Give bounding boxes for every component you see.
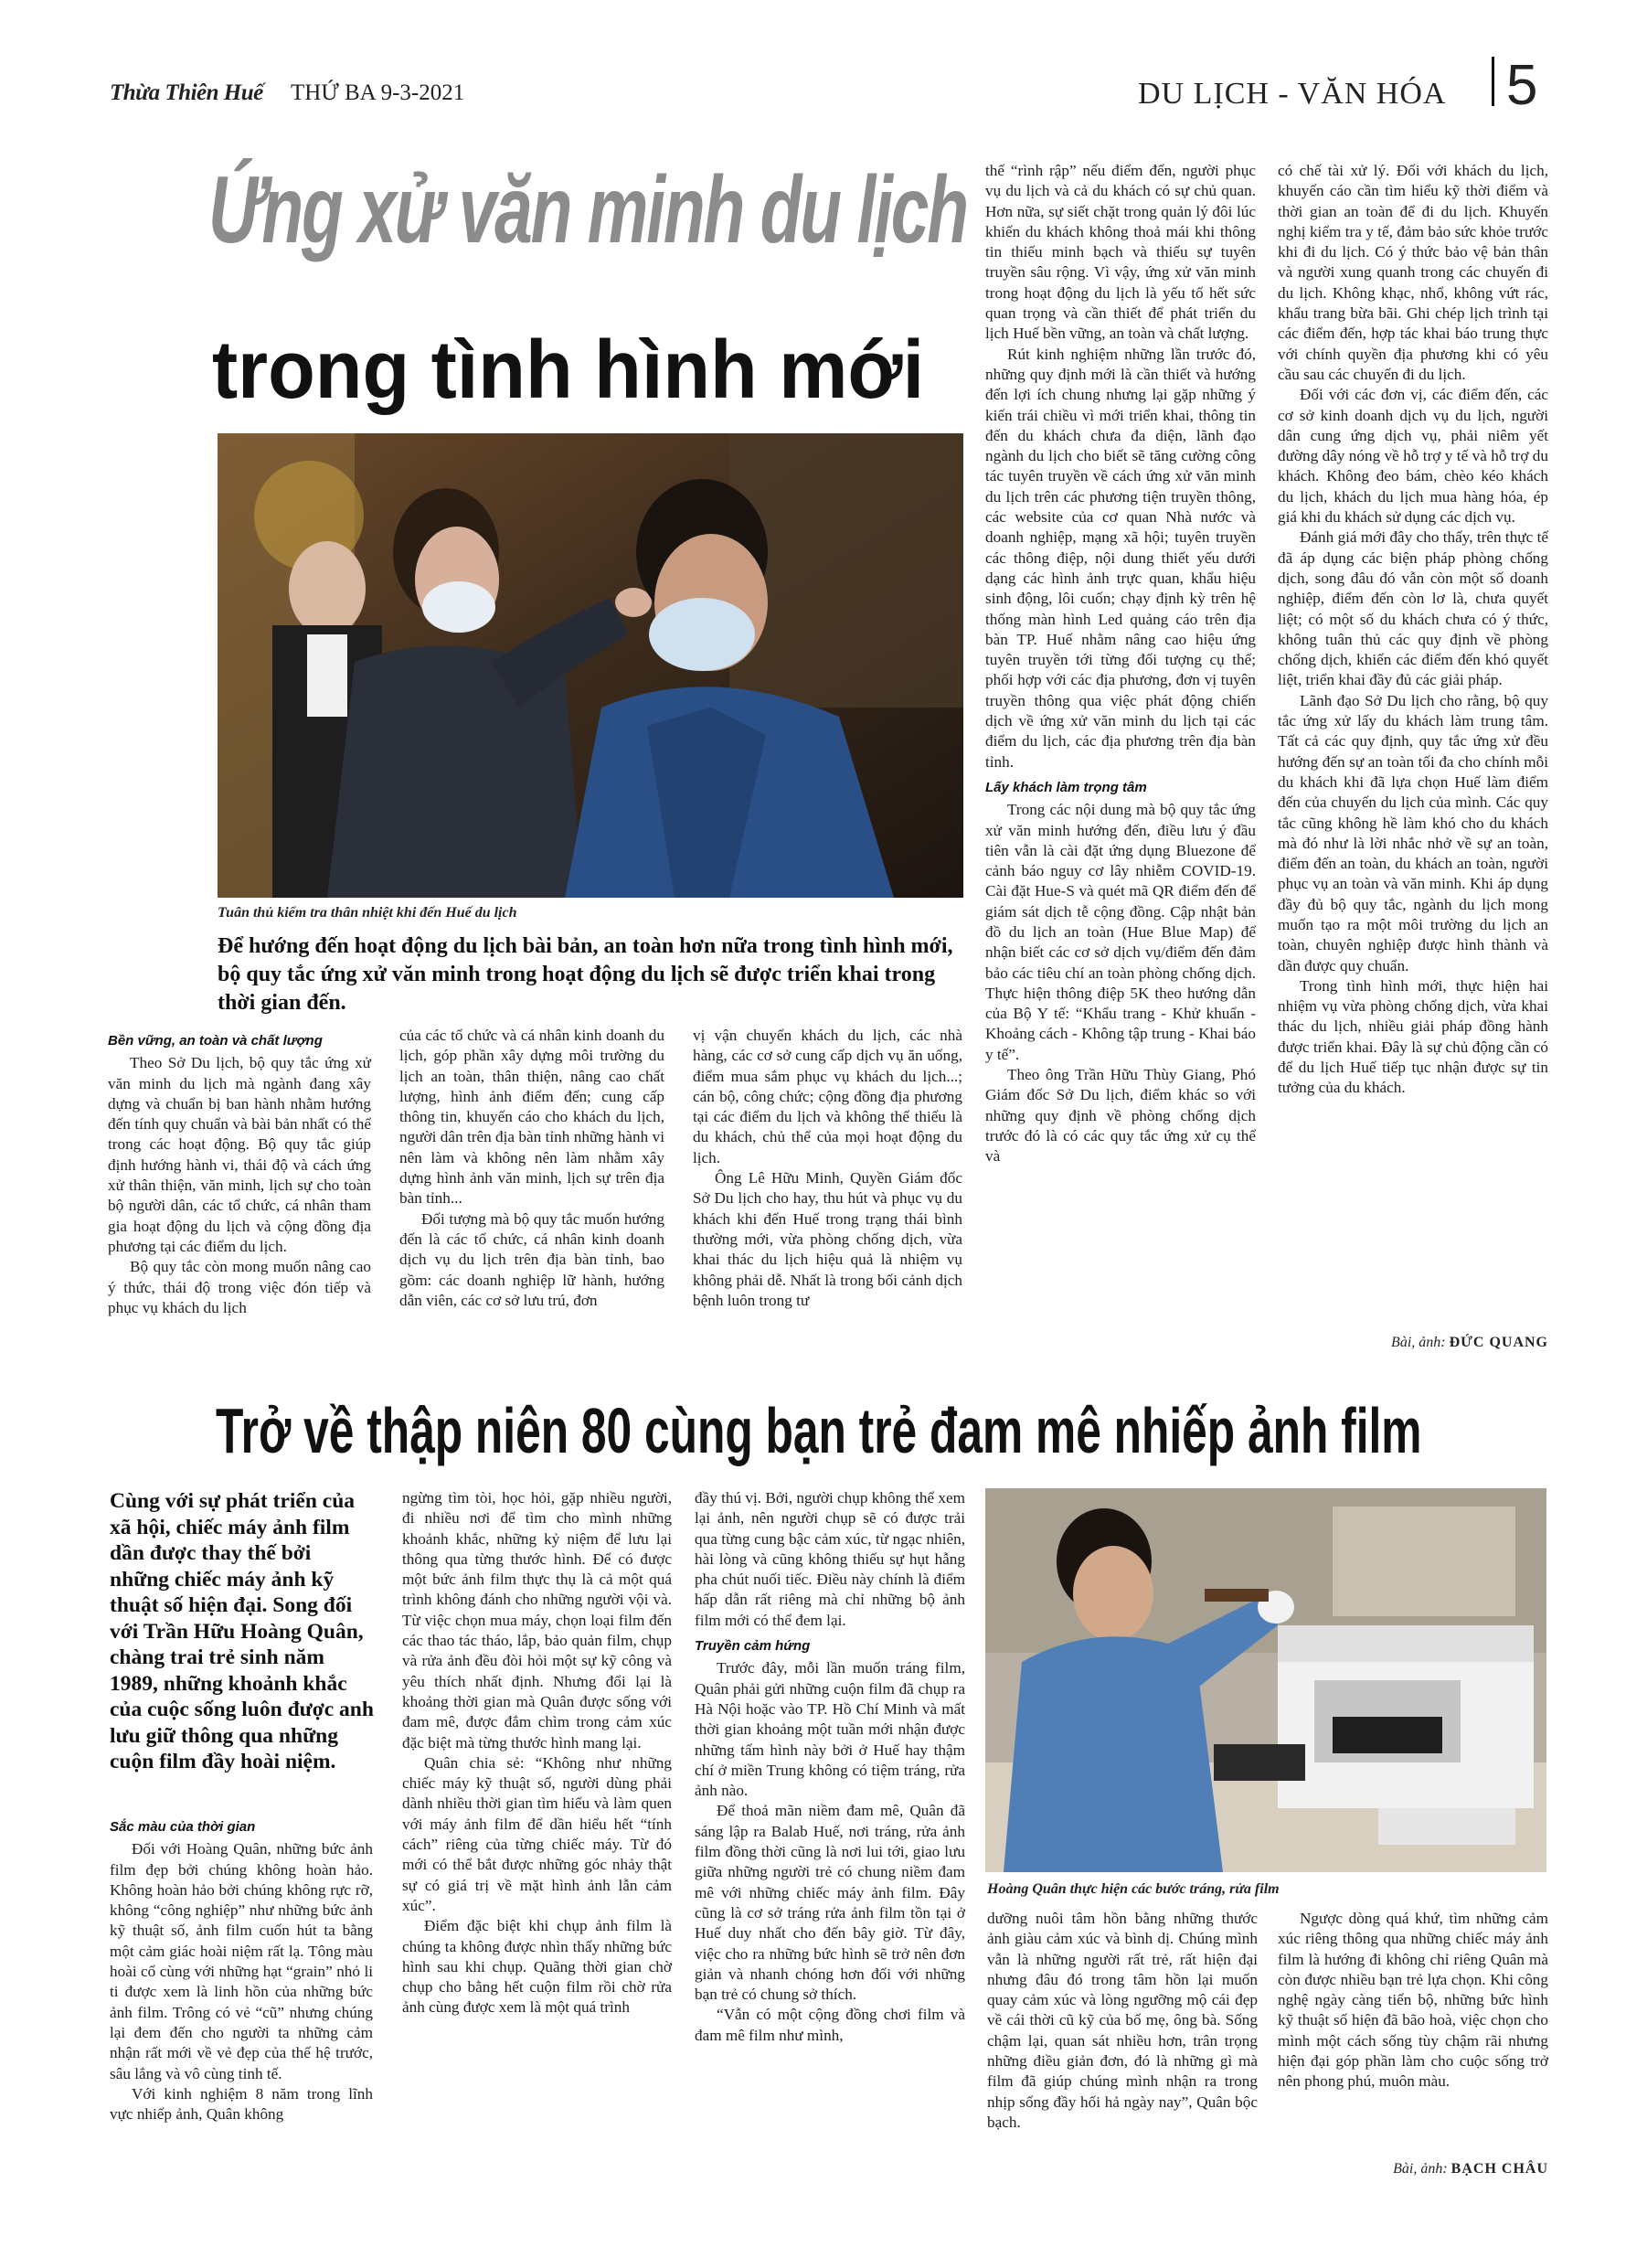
article2-column-4: [987, 1909, 1258, 2133]
paragraph: Để thoả mãn niềm đam mê, Quân đã sáng lập ra Balab Huế, nơi tráng, rửa ảnh film đồng thời cũng là nơi lui tới, giao lưu giữa những người trẻ có chung niềm đam mê với những chiếc máy ảnh film. Đây cũng là cơ sở tráng rửa ảnh film tồn tại ở Huế duy nhất cho đến bây giờ. Từ đây, việc cho ra những bức hình sẽ trở nên đơn giản và nhanh chóng hơn đối với những bạn trẻ có chung sở thích.: [695, 1802, 965, 2004]
paragraph: ngừng tìm tòi, học hỏi, gặp nhiều người, đi nhiều nơi để tìm cho mình những khoảnh khắc, những kỷ niệm để lưu lại thông qua từng thước hình. Để có được một bức ảnh film thực thụ là cả một quá trình không đánh cho những người vội và. Từ việc chọn mua máy, chọn loại film đến các thao tác tháo, lắp, bảo quản film, chụp và rửa ảnh đều đòi hỏi một sự kỹ công và yêu thích nhất định. Nhưng đổi lại là khoảng thời gian mà Quân được sống với đam mê, được đắm chìm trong cảm xúc đặc biệt mà từng thước hình mang lại.: [402, 1489, 672, 1752]
header-divider: [1492, 57, 1494, 106]
byline-prefix: Bài, ảnh:: [1393, 2161, 1451, 2177]
article1-subheading-2: Lấy khách làm trọng tâm: [985, 779, 1147, 795]
paragraph: có chế tài xử lý. Đối với khách du lịch, khuyến cáo cần tìm hiểu kỹ thời điểm và thời gian an toàn để đi du lịch. Khuyến nghị kiểm tra y tế, đảm bảo sức khỏe trước khi đi du lịch. Có ý thức bảo vệ bản thân và người xung quanh trong các chuyến đi du lịch. Không khạc, nhổ, không vứt rác, khẩu trang bừa bãi. Ghi chép lịch trình tại các điểm đến, hợp tác khai báo trung thực với chính quyền địa phương khi có yêu cầu sau các chuyến đi du lịch.: [1278, 162, 1548, 383]
byline-prefix: Bài, ảnh:: [1391, 1335, 1450, 1350]
article1-photo-caption: Tuân thủ kiểm tra thân nhiệt khi đến Huế du lịch: [218, 905, 517, 921]
article2-column-2: [402, 1488, 672, 2018]
article1-byline: [1278, 1335, 1548, 1351]
paragraph: Theo Sở Du lịch, bộ quy tắc ứng xử văn minh du lịch mà ngành đang xây dựng và chuẩn bị ban hành nhằm hướng đến tính quy chuẩn và bài bản nhất có thể trong các hoạt động. Bộ quy tắc giúp định hướng hành vi, thái độ và cách ứng xử thân thiện, văn minh, lịch sự cho toàn bộ người dân, các tổ chức, cá nhân tham gia hoạt động du lịch và cộng đồng địa phương tại các điểm du lịch.: [108, 1054, 371, 1255]
paragraph: Lãnh đạo Sở Du lịch cho rằng, bộ quy tắc ứng xử lấy du khách làm trung tâm. Tất cả các quy định, quy tắc ứng xử đều hướng đến sự an toàn tối đa cho chính mỗi du khách khi đã lựa chọn Huế làm điểm đến của chuyến du lịch của mình. Các quy tắc cũng không hề làm khó cho du khách mà đó như là lời nhắc nhở về sự an toàn, điểm đến an toàn, du khách an toàn, người phục vụ an toàn và văn minh. Khi áp dụng đầy đủ bộ quy tắc, ngành du lịch mong muốn tạo ra một môi trường du lịch an toàn, chuyên nghiệp được hình thành và dần được quy chuẩn.: [1278, 691, 1548, 974]
paragraph: đầy thú vị. Bởi, người chụp không thể xem lại ảnh, nên người chụp sẽ có được trải qua từng cung bậc cảm xúc, từ ngạc nhiên, hài lòng và cũng không thiếu sự hụt hẫng pha chút nuối tiếc. Điều này chính là điểm hấp dẫn rất riêng mà chỉ những bộ ảnh film mới có thể đem lại.: [695, 1489, 965, 1629]
article2-column-3: [695, 1488, 965, 2046]
paragraph: thế “rình rập” nếu điểm đến, người phục vụ du lịch và cả du khách có sự chủ quan. Hơn nữa, sự siết chặt trong quản lý đôi lúc khiến du khách không thoả mái khi thông tin thiếu minh bạch và thiếu sự tuyên truyền sâu rộng. Vì vậy, ứng xử văn minh trong hoạt động du lịch là yếu tố hết sức quan trọng và cần thiết để phát triển du lịch Huế bền vững, an toàn và chất lượng.: [985, 162, 1256, 343]
paragraph: Ngược dòng quá khứ, tìm những cảm xúc riêng thông qua những chiếc máy ảnh film là hướng đi không chỉ riêng Quân mà còn được nhiều bạn trẻ lựa chọn. Khi công nghệ ngày càng tiến bộ, những bức hình kỹ thuật số hiện đã bão hoà, việc chọn cho mình một cách sống tùy chậm rãi nhưng hiện đại góp phần làm cho cuộc sống trở nên phong phú, muôn màu.: [1278, 1910, 1548, 2091]
article1-title-line1: Ứng xử văn minh du lịch: [208, 157, 967, 263]
paragraph: “Vẫn có một cộng đồng chơi film và đam mê film như mình,: [695, 2006, 965, 2044]
article1-subheading-1: Bền vững, an toàn và chất lượng: [108, 1033, 323, 1049]
paragraph: của các tổ chức và cá nhân kinh doanh du lịch, góp phần xây dựng môi trường du lịch an toàn, thân thiện, nâng cao chất lượng, hình ảnh điểm đến; cung cấp thông tin, khuyến cáo cho khách du lịch, người dân trên địa bàn tỉnh những hành vi nên làm và không nên làm nhằm xây dựng hình ảnh văn minh, lịch sự trên địa bàn tỉnh...: [399, 1027, 664, 1208]
paragraph: Quân chia sẻ: “Không như những chiếc máy kỹ thuật số, người dùng phải dành nhiều thời gian tìm hiểu và làm quen với máy ảnh film để dần hiểu hết “tính cách” riêng của từng chiếc máy. Từ đó mới có thể bắt được những góc nhảy thật sự có giá trị về mặt hình ảnh lẫn cảm xúc”.: [402, 1753, 672, 1914]
paragraph: Đối tượng mà bộ quy tắc muốn hướng đến là các tổ chức, cá nhân kinh doanh dịch vụ du lịch trên địa bàn tỉnh, bao gồm: các doanh nghiệp lữ hành, hướng dẫn viên, các cơ sở lưu trú, đơn: [399, 1209, 664, 1309]
article1-column-1: [108, 1026, 371, 1318]
article2-column-1: [110, 1812, 373, 2124]
paragraph: Đối với các đơn vị, các điểm đến, các cơ sở kinh doanh dịch vụ du lịch, người dân cung ứng dịch vụ, phải niêm yết đường dây nóng về hỗ trợ y tế và hỗ trợ du khách. Không đeo bám, chèo kéo khách du lịch, khách du lịch mua hàng hóa, ép giá khi du khách sử dụng các dịch vụ.: [1278, 386, 1548, 527]
issue-date: THỨ BA 9-3-2021: [291, 80, 465, 105]
article2-column-5: [1278, 1909, 1548, 2092]
article1-lead: Để hướng đến hoạt động du lịch bài bản, an toàn hơn nữa trong tình hình mới, bộ quy tắc ứng xử văn minh trong hoạt động du lịch sẽ được triển khai trong thời gian đến.: [218, 934, 953, 1015]
paragraph: Trước đây, mỗi lần muốn tráng film, Quân phải gửi những cuộn film đã chụp ra Hà Nội hoặc vào TP. Hồ Chí Minh và mất thời gian khoảng một tuần mới nhận được những tấm hình này bởi ở Huế hay thậm chí ở miền Trung không có tiệm tráng, rửa ảnh nào.: [695, 1659, 965, 1800]
paragraph: Bộ quy tắc còn mong muốn nâng cao ý thức, thái độ trong việc đón tiếp và phục vụ khách du lịch: [108, 1258, 371, 1316]
byline-author: BẠCH CHÂU: [1450, 2161, 1548, 2177]
article1-column-3: [693, 1026, 962, 1311]
paragraph: Theo ông Trần Hữu Thùy Giang, Phó Giám đốc Sở Du lịch, điểm khác so với những quy định về phòng chống dịch trước đó là có các quy tắc ứng xử cụ thể và: [985, 1066, 1256, 1166]
paragraph: Điểm đặc biệt khi chụp ảnh film là chúng ta không được nhìn thấy những bức hình sau khi chụp. Quãng thời gian chờ chụp cho bằng hết cuộn film rồi chờ rửa ảnh cùng được xem là một quá trình: [402, 1917, 672, 2017]
paragraph: Trong tình hình mới, thực hiện hai nhiệm vụ vừa phòng chống dịch, vừa khai thác du lịch, nhiều giải pháp đồng hành được triển khai. Đây là sự chủ động cần có để du lịch Huế tiếp tục nhận được sự tin tưởng của du khách.: [1278, 976, 1548, 1097]
article2-photo-caption: Hoàng Quân thực hiện các bước tráng, rửa film: [987, 1881, 1280, 1897]
paragraph: Đối với Hoàng Quân, những bức ảnh film đẹp bởi chúng không hoàn hảo. Không hoàn hảo bởi chúng không rực rỡ, không “công nghiệp” như những bức ảnh kỹ thuật số, ảnh film cuốn hút ta bằng một cảm giác hoài niệm rất lạ. Tông màu hoài cổ cùng với những hạt “grain” nhỏ li ti được xem là linh hồn của những bức ảnh film. Trông có vẻ “cũ” nhưng chúng lại đem đến cho người ta những cảm nhận rất mới về vẻ đẹp của thế hệ trước, sâu lắng và vô cùng tinh tế.: [110, 1840, 373, 2082]
paragraph: dưỡng nuôi tâm hồn bằng những thước ảnh giàu cảm xúc và bình dị. Chúng mình vẫn là những người rất trẻ, rất hiện đại nhưng đâu đó trong tâm hồn lại muốn quay cảm xúc và lòng ngưỡng mộ cái đẹp về cái thời cũ kỹ của bố mẹ, ông bà. Sống chậm lại, quan sát nhiều hơn, trân trọng những điều giản đơn, đó là những gì mà film đã giúp chúng mình nhận ra trong nhịp sống đầy hối hả ngày nay”, Quân bộc bạch.: [987, 1910, 1258, 2131]
paragraph: Trong các nội dung mà bộ quy tắc ứng xử văn minh hướng đến, điều lưu ý đầu tiên vẫn là cài đặt ứng dụng Bluezone để cảnh báo nguy cơ lây nhiễm COVID-19. Cài đặt Hue-S và quét mã QR điểm đến để giám sát dịch tễ cộng đồng. Cập nhật bản đồ du lịch an toàn (Hue Blue Map) để nhận biết các cơ sở dịch vụ/điểm đến đảm bảo các tiêu chí an toàn phòng chống dịch. Thực hiện thông điệp 5K theo hướng dẫn của Bộ Y tế: “Khẩu trang - Khử khuẩn - Khoảng cách - Không tập trung - Khai báo y tế”.: [985, 801, 1256, 1063]
article1-column-2: [399, 1026, 664, 1311]
section-title: DU LỊCH - VĂN HÓA: [1138, 77, 1447, 111]
article2-byline: [1278, 2161, 1548, 2177]
article2-subheading-1: Sắc màu của thời gian: [110, 1819, 256, 1835]
newspaper-name: Thừa Thiên Huế: [110, 80, 263, 105]
paragraph: Với kinh nghiệm 8 năm trong lĩnh vực nhiếp ảnh, Quân không: [110, 2084, 373, 2124]
article2-photo: [985, 1488, 1546, 1872]
article2-title: Trở về thập niên 80 cùng bạn trẻ đam mê nhiếp ảnh film: [216, 1395, 1422, 1466]
article2-lead: Cùng với sự phát triển của xã hội, chiếc máy ảnh film dần được thay thế bởi những chiếc máy ảnh kỹ thuật số hiện đại. Song đối với Trần Hữu Hoàng Quân, chàng trai trẻ sinh năm 1989, những khoảnh khắc của cuộc sống luôn được anh lưu giữ thông qua những cuộn film đầy hoài niệm.: [110, 1489, 374, 1773]
byline-author: ĐỨC QUANG: [1449, 1335, 1548, 1350]
paragraph: vị vận chuyển khách du lịch, các nhà hàng, các cơ sở cung cấp dịch vụ ăn uống, điểm mua sắm phục vụ khách du lịch...; cán bộ, công chức; cộng đồng địa phương tại các điểm du lịch và không thể thiếu là du khách, chủ thể của mọi hoạt động du lịch.: [693, 1027, 962, 1166]
article1-column-5: [1278, 161, 1548, 1099]
page-number: 5: [1506, 54, 1538, 117]
paragraph: Đánh giá mới đây cho thấy, trên thực tế đã áp dụng các biện pháp phòng chống dịch, song đâu đó vẫn còn một số doanh nghiệp, điểm đến còn lơ là, chưa quyết liệt; có một số du khách chưa có ý thức, không tuân thủ các quy định về phòng chống dịch, khiến các điểm đến khó quyết liệt, triển khai đầy đủ các giải pháp.: [1278, 528, 1548, 689]
article1-title-line2: trong tình hình mới: [212, 325, 925, 416]
article2-subheading-2: Truyền cảm hứng: [695, 1638, 811, 1655]
article1-column-4: [985, 161, 1256, 1167]
paragraph: Ông Lê Hữu Minh, Quyền Giám đốc Sở Du lịch cho hay, thu hút và phục vụ du khách khi đến Huế trong trạng thái bình thường mới, vừa phòng chống dịch, vừa khai thác du lịch hiệu quả là nhiệm vụ không phải dễ. Nhất là trong bối cảnh dịch bệnh luôn trong tư: [693, 1169, 962, 1309]
paragraph: Rút kinh nghiệm những lần trước đó, những quy định mới là cần thiết và hướng đến lợi ích chung nhưng lại gặp những ý kiến trái chiều vì mới triển khai, thông tin đến du khách chưa đa diện, lãnh đạo ngành du lịch cho biết sẽ tăng cường công tác tuyên truyền về cách ứng xử văn minh du lịch trên các phương tiện truyền thông, các website của cơ quan Nhà nước và doanh nghiệp, mạng xã hội; tuyên truyền các thông điệp, nội dung thiết yếu dưới dạng các hình ảnh trực quan, khẩu hiệu sinh động, lôi cuốn; chạy định kỳ trên hệ thống màn hình Led quảng cáo trên địa bàn TP. Huế nhằm nâng cao hiệu ứng tuyên truyền tới từng đối tượng cụ thể; phối hợp với các địa phương, đơn vị tuyên truyền thông qua việc phát động chiến dịch về ứng xử văn minh du lịch tại các điểm du lịch, các địa phương trên địa bàn tỉnh.: [985, 345, 1256, 771]
article1-photo: [218, 433, 963, 898]
